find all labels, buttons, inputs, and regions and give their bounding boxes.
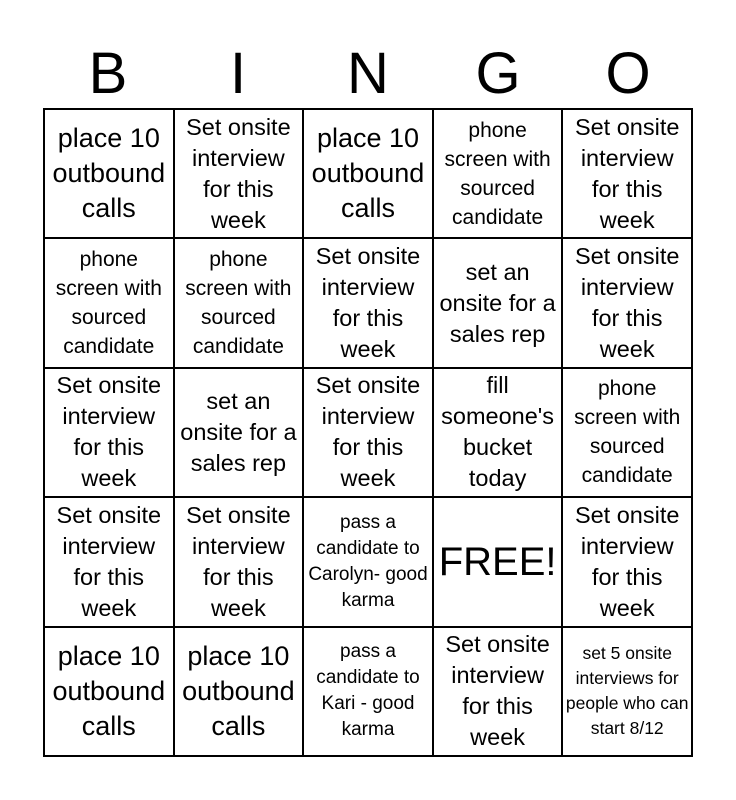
bingo-grid — [43, 108, 693, 757]
bingo-cell[interactable] — [174, 109, 304, 238]
cell-text: Set onsite interview for this week — [315, 372, 421, 492]
bingo-cell[interactable] — [44, 238, 174, 367]
bingo-cell[interactable] — [433, 627, 563, 756]
header-letter-n: N — [347, 41, 389, 106]
cell-text: FREE! — [438, 539, 557, 584]
bingo-cell[interactable] — [44, 627, 174, 756]
cell-text: Set onsite interview for this week — [574, 243, 680, 363]
header-letter-o: O — [605, 41, 651, 106]
cell-text: place 10 outbound calls — [182, 640, 295, 741]
cell-text: Set onsite interview for this week — [56, 372, 162, 492]
cell-text: place 10 outbound calls — [52, 123, 166, 224]
cell-text: pass a candidate to Kari - good karma — [316, 641, 420, 741]
cell-text: phone screen with sourced candidate — [444, 118, 551, 229]
cell-text: Set onsite interview for this week — [315, 243, 421, 363]
bingo-cell[interactable] — [433, 109, 563, 238]
cell-text: phone screen with sourced candidate — [574, 377, 681, 488]
bingo-cell[interactable] — [303, 238, 433, 367]
header-letter-g: G — [475, 41, 521, 106]
bingo-cell[interactable] — [562, 238, 692, 367]
cell-text: Set onsite interview for this week — [445, 631, 550, 751]
bingo-cell[interactable] — [562, 627, 692, 756]
bingo-cell[interactable] — [44, 368, 174, 497]
bingo-cell[interactable] — [303, 627, 433, 756]
cell-text: place 10 outbound calls — [52, 640, 166, 741]
free-space-cell[interactable] — [433, 497, 563, 626]
bingo-cell[interactable] — [174, 368, 304, 497]
bingo-cell[interactable] — [562, 368, 692, 497]
bingo-cell[interactable] — [303, 497, 433, 626]
bingo-cell[interactable] — [433, 368, 563, 497]
bingo-cell[interactable] — [562, 497, 692, 626]
header-letter-i: I — [229, 41, 247, 106]
cell-text: pass a candidate to Carolyn- good karma — [308, 511, 428, 611]
cell-text: place 10 outbound calls — [311, 123, 425, 224]
cell-text: set an onsite for a sales rep — [180, 387, 297, 476]
cell-text: fill someone's bucket today — [441, 372, 555, 492]
bingo-cell[interactable] — [303, 109, 433, 238]
cell-text: Set onsite interview for this week — [186, 501, 291, 621]
bingo-cell[interactable] — [174, 238, 304, 367]
header-letter-b: B — [88, 41, 128, 106]
bingo-cell[interactable] — [562, 109, 692, 238]
bingo-header — [43, 40, 693, 108]
bingo-cell[interactable] — [174, 497, 304, 626]
cell-text: phone screen with sourced candidate — [185, 248, 292, 359]
bingo-cell[interactable] — [303, 368, 433, 497]
cell-text: set an onsite for a sales rep — [439, 258, 556, 347]
cell-text: Set onsite interview for this week — [186, 113, 291, 233]
cell-text: set 5 onsite interviews for people who can start 8/12 — [565, 643, 689, 739]
cell-text: phone screen with sourced candidate — [55, 248, 162, 359]
bingo-cell[interactable] — [44, 497, 174, 626]
bingo-cell[interactable] — [44, 109, 174, 238]
cell-text: Set onsite interview for this week — [574, 501, 680, 621]
bingo-cell[interactable] — [174, 627, 304, 756]
bingo-cell[interactable] — [433, 238, 563, 367]
cell-text: Set onsite interview for this week — [56, 501, 162, 621]
cell-text: Set onsite interview for this week — [574, 113, 680, 233]
